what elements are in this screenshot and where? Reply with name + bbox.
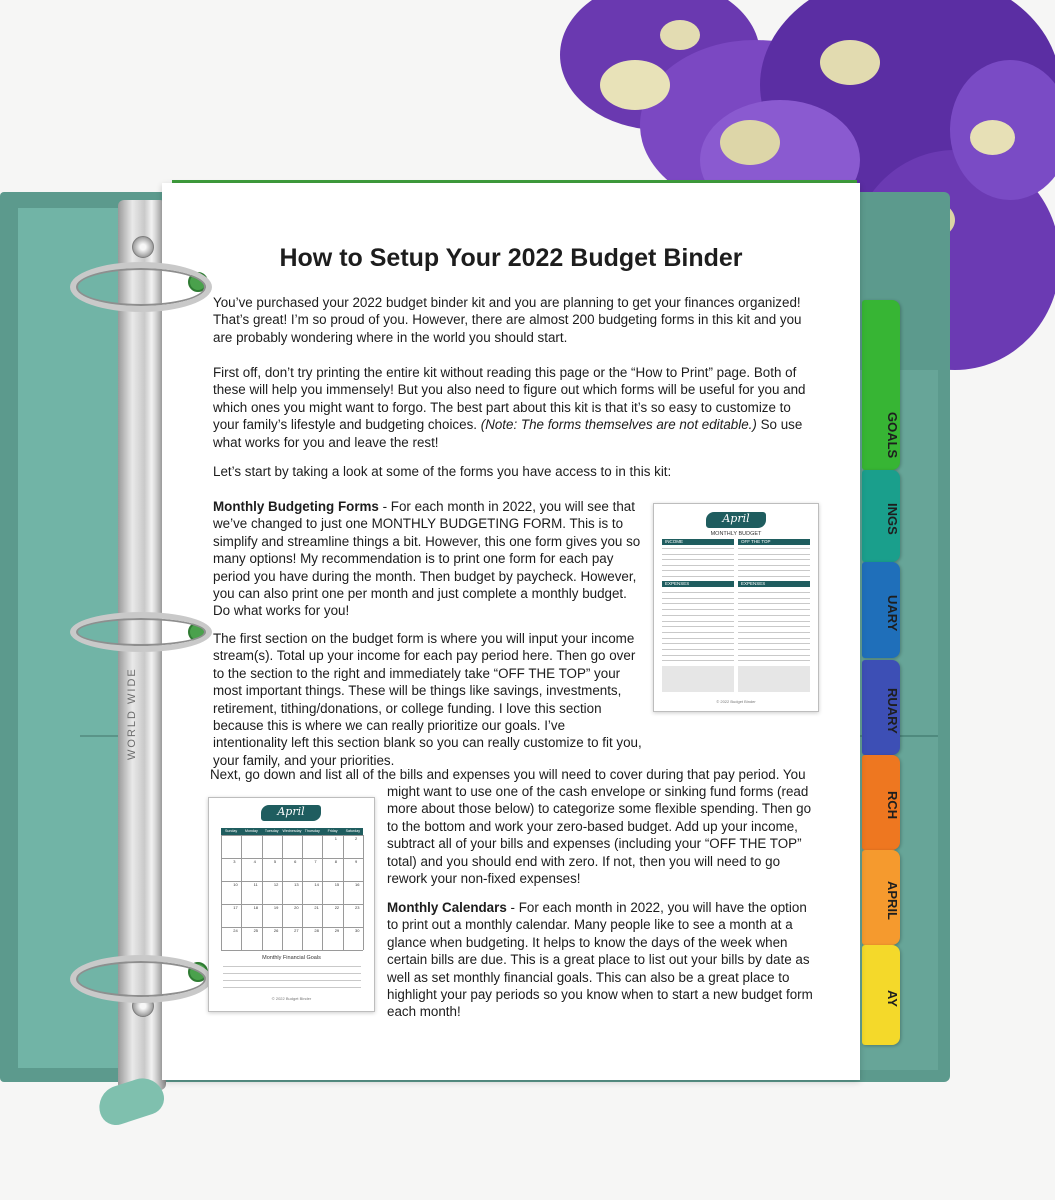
calendar-date: 24 [233,928,238,933]
budget-row-line [662,598,734,599]
calendar-goals-label: Monthly Financial Goals [262,955,321,961]
calendar-day-header: Tuesday [264,829,279,833]
divider-tab-label: GOALS [885,411,900,459]
budget-row-line [662,638,734,639]
budget-row-line [662,615,734,616]
calendar-month-label: April [277,805,305,818]
calendar-date: 22 [334,905,340,910]
next-paragraph: might want to use one of the cash envelope or sinking fund forms (read more about those below) to categorize some flexible spending. Then go to the bottom and work your zero-based budget. Add up your income, subtract all of your bills and expenses (including your “OFF THE TOP” total) and you should end with zero. If not, then you will need to go rework your non-fixed expenses! [387,784,812,887]
calendar-date: 3 [233,859,236,864]
budget-row-line [662,548,734,549]
calendar-date: 4 [253,859,256,864]
calendar-date: 7 [314,859,317,864]
divider-tab[interactable] [862,660,900,755]
divider-tab-label: RCH [885,791,900,820]
budget-row-line [738,598,810,599]
off-the-top-header: OFF THE TOP [741,539,771,544]
calendar-date: 9 [355,859,358,864]
calendar-col-line [322,835,323,950]
budget-row-line [662,632,734,633]
budget-row-line [738,554,810,555]
budget-row-line [662,576,734,577]
calendar-row-line [221,858,363,859]
binder-ring [70,612,212,652]
calendar-col-line [282,835,283,950]
budget-row-line [662,559,734,560]
calendar-day-header: Wednesday [282,829,302,833]
income-header: INCOME [665,539,683,544]
calendar-day-header: Thursday [304,829,320,833]
calendar-date: 26 [273,928,279,933]
budget-row-line [738,615,810,616]
calendar-day-header: Saturday [345,829,361,833]
calendar-date: 21 [314,905,319,910]
budget-row-line [662,565,734,566]
intro-paragraph: You’ve purchased your 2022 budget binder kit and you are planning to get your finances organized! That’s great! I’m so proud of you. However, there are almost 200 budgeting forms in this kit and you are probably wondering where in the world you should start. [213,295,802,345]
calendar-date: 5 [273,859,277,864]
budget-row-line [662,649,734,650]
budget-row-line [662,626,734,627]
budget-row-line [662,621,734,622]
divider-tab[interactable] [862,945,900,1045]
divider-tab-label: RUARY [885,687,900,734]
divider-tab[interactable] [862,850,900,945]
calendar-day-header: Monday [245,829,258,833]
calendar-date: 1 [334,836,337,841]
calendar-date: 19 [273,905,279,910]
divider-tab-label: UARY [885,594,900,632]
budget-row-line [738,649,810,650]
budget-row-line [738,570,810,571]
budget-row-line [738,576,810,577]
binder-ring [70,955,212,1003]
budget-row-line [662,554,734,555]
binder-rail-text: WORLD WIDE [126,667,138,760]
budget-row-line [738,655,810,656]
calendar-date: 20 [294,905,299,910]
divider-tab[interactable] [862,300,900,470]
calendar-date: 17 [233,905,238,910]
budget-row-line [662,603,734,604]
calendar-date: 30 [355,928,360,933]
divider-tab-label: INGS [885,503,900,535]
budget-footer: © 2022 Budget Binder [716,699,756,704]
calendar-date: 10 [233,882,238,887]
budget-row-line [738,621,810,622]
monthly-calendars-paragraph: Monthly Calendars - For each month in 2022, you will have the option to print out a monthly calendar. Many people like to see a month at a glance when budgeting. It helps to know the days of the week when certain bills are due. This is a great place to list out your bills by date as well as set monthly financial goals. This can also be a great place to highlight your pay periods so you know when to start a new budget form each month! [387,900,813,1020]
calendar-day-header: Friday [327,829,338,833]
monthly-budget-thumbnail [653,503,819,712]
first-section-paragraph: The first section on the budget form is where you will input your income stream(s). Total up your income for each pay period here. Then go over to the section to the right and immediately take “OFF THE TOP” your most important things. These will be things like savings, investments, retirement, tithing/donations, or college funding. I love this section because this is where we can really prioritize our goals. I’ve intentionality left this section blank so you can really customize to fit you, your family, and your priorities. [213,631,642,768]
calendar-col-line [262,835,263,950]
calendar-row-line [221,881,363,882]
calendar-date: 13 [294,882,299,887]
budget-row-line [662,643,734,644]
expenses-header-left: EXPENSES [665,581,690,586]
budget-row-line [738,559,810,560]
monthly-budgeting-paragraph: Monthly Budgeting Forms - For each month in 2022, you will see that we’ve changed to just one MONTHLY BUDGETING FORM. This is to simplify and streamline things a bit. However, this one form gives you so many options! My recommendation is to print one form for each pay period you have during the month. Then budget by paycheck. However, you can also print one per month and just complete a monthly budget. Do what works for you! [213,499,641,619]
budget-row-line [662,660,734,661]
calendar-date: 6 [294,859,297,864]
calendar-row-line [221,835,363,836]
divider-tab[interactable] [862,562,900,658]
budget-row-line [662,570,734,571]
calendar-col-line [221,835,222,950]
rivet-icon [132,236,154,258]
page-title: How to Setup Your 2022 Budget Binder [279,244,743,272]
next-paragraph-first-line: Next, go down and list all of the bills and expenses you will need to cover during that pay period. You [210,767,806,782]
calendar-col-line [302,835,303,950]
budget-row-line [738,638,810,639]
calendar-date: 28 [314,928,319,933]
divider-tab[interactable] [862,470,900,562]
calendar-date: 11 [253,882,258,887]
divider-tab-label: APRIL [885,881,900,920]
calendar-date: 8 [334,859,337,864]
budget-row-line [738,565,810,566]
calendar-date: 23 [355,905,360,910]
budget-row-line [662,609,734,610]
expenses-header-right: EXPENSES [741,581,766,586]
calendar-date: 27 [294,928,299,933]
divider-tab[interactable] [862,755,900,850]
budget-month-label: April [722,512,750,525]
budget-heading: MONTHLY BUDGET [710,531,762,537]
budget-row-line [738,592,810,593]
calendar-row-line [221,950,363,951]
budget-row-line [738,548,810,549]
calendar-row-line [221,927,363,928]
budget-row-line [738,660,810,661]
calendar-date: 14 [314,882,319,887]
calendar-date: 29 [334,928,340,933]
budget-row-line [662,592,734,593]
calendar-footer: © 2022 Budget Binder [271,996,312,1001]
calendar-col-line [343,835,344,950]
divider-tab-label: AY [885,989,900,1007]
calendar-date: 2 [355,836,358,841]
budget-row-line [738,626,810,627]
calendar-date: 15 [334,882,340,887]
calendar-col-line [363,835,364,950]
calendar-date: 12 [273,882,279,887]
monthly-calendar-thumbnail [208,797,375,1012]
calendar-date: 16 [355,882,360,887]
budget-row-line [738,643,810,644]
budget-row-line [738,609,810,610]
calendar-row-line [221,904,363,905]
calendar-date: 18 [253,905,259,910]
budget-row-line [738,603,810,604]
first-off-paragraph: First off, don’t try printing the entire kit without reading this page or the “How to Print” page. Both of these will help you immensely! But you also need to figure out which forms will be useful for you and which ones you might want to forgo. The best part about this kit is that it’s so easy to customize to your family’s lifestyle and budgeting choices. (Note: The forms themselves are not editable.) So use what works for you and leave the rest! [213,365,806,450]
budget-row-line [662,655,734,656]
calendar-col-line [241,835,242,950]
forms-intro-paragraph: Let’s start by taking a look at some of the forms you have access to in this kit: [213,464,672,479]
calendar-date: 25 [253,928,259,933]
calendar-day-header: Sunday [225,829,238,833]
budget-row-line [738,632,810,633]
